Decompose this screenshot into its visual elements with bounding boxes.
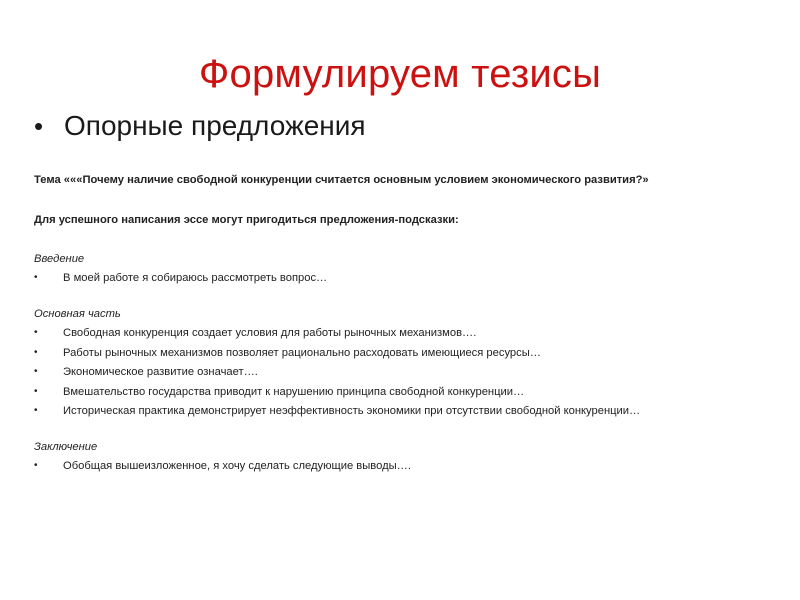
list-item xyxy=(34,385,774,399)
list-item xyxy=(34,404,774,418)
list-item-text: Работы рыночных механизмов позволяет рационально расходовать имеющиеся ресурсы… xyxy=(63,346,541,359)
topic-line: Тема «««Почему наличие свободной конкуренции считается основным условием экономического развития?» xyxy=(34,174,649,186)
list-bullet: • xyxy=(34,385,38,397)
list-item-text: В моей работе я собираюсь рассмотреть вопрос… xyxy=(63,272,328,284)
list-item xyxy=(34,365,774,379)
list-bullet: • xyxy=(34,272,38,283)
slide-content xyxy=(34,173,774,479)
list-bullet: • xyxy=(34,327,38,338)
section-heading-conclusion: Заключение xyxy=(34,441,98,454)
subtitle-text: Опорные предложения xyxy=(64,110,366,141)
list-bullet: • xyxy=(34,366,38,378)
list-item xyxy=(34,271,774,285)
list-item-text: Свободная конкуренция создает условия для работы рыночных механизмов…. xyxy=(63,327,477,339)
section-heading-main: Основная часть xyxy=(34,308,121,320)
list-bullet: • xyxy=(34,346,38,358)
slide-title: Формулируем тезисы xyxy=(198,52,602,96)
list-item-text: Обобщая вышеизложенное, я хочу сделать следующие выводы…. xyxy=(63,460,411,473)
list-item xyxy=(34,326,774,340)
hint-line: Для успешного написания эссе могут пригодиться предложения-подсказки: xyxy=(34,214,459,226)
list-item-text: Экономическое развитие означает…. xyxy=(63,366,258,379)
list-item-text: Историческая практика демонстрирует неэффективность экономики при отсутствии свободной конкуренции… xyxy=(63,405,641,418)
list-item xyxy=(34,346,774,360)
list-bullet: • xyxy=(34,405,38,417)
section-list-main xyxy=(34,326,774,418)
list-item xyxy=(34,459,774,473)
subtitle-row xyxy=(34,110,366,142)
section-heading-intro: Введение xyxy=(34,253,85,265)
subtitle-bullet: • xyxy=(34,110,44,141)
list-item-text: Вмешательство государства приводит к нарушению принципа свободной конкуренции… xyxy=(63,385,525,398)
list-bullet: • xyxy=(34,460,38,472)
section-list-conclusion xyxy=(34,459,774,473)
section-list-intro xyxy=(34,271,774,285)
